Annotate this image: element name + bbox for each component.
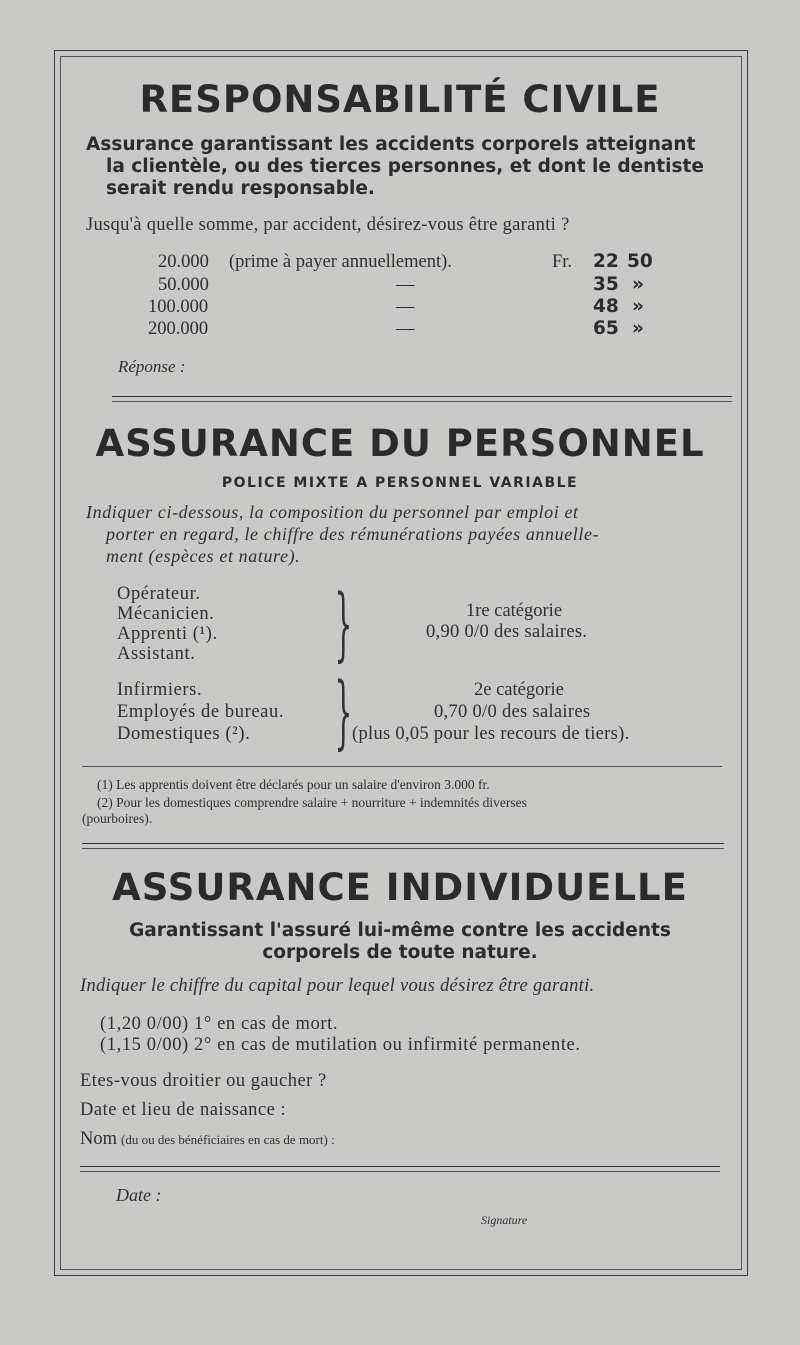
rc-desc-line-3: serait rendu responsable.: [106, 178, 375, 199]
footnote-2: (2) Pour les domestiques comprendre salaire + nourriture + indemnités diverses: [97, 795, 527, 810]
ai-instruction: Indiquer le chiffre du capital pour lequel vous désirez être garanti.: [80, 976, 595, 996]
job-item: Opérateur.: [117, 584, 201, 604]
ap-subtitle: POLICE MIXTE A PERSONNEL VARIABLE: [221, 475, 579, 491]
rc-amount: 100.000: [148, 297, 209, 317]
rc-price: 65: [593, 318, 619, 339]
rc-price: 22: [593, 251, 619, 272]
rc-cents: »: [632, 274, 644, 295]
brace-icon: }: [334, 577, 353, 670]
ai-option-1: (1,20 0/00) 1° en cas de mort.: [100, 1014, 339, 1034]
job-item: Apprenti (¹).: [117, 624, 218, 644]
footnote-divider: [82, 766, 722, 767]
rc-cents: »: [632, 318, 644, 339]
rc-cents: »: [632, 296, 644, 317]
cat2-extra: (plus 0,05 pour les recours de tiers).: [352, 724, 630, 744]
ai-subtitle-1: Garantissant l'assuré lui-même contre les accidents: [129, 920, 671, 941]
footnote-2-cont: (pourboires).: [82, 811, 153, 826]
ap-instruction-line-1: Indiquer ci-dessous, la composition du personnel par emploi et: [86, 502, 579, 522]
rc-price: 48: [593, 296, 619, 317]
section-divider: [112, 401, 732, 402]
rc-currency: Fr.: [552, 252, 573, 272]
rc-desc-line-2: la clientèle, ou des tierces personnes, et dont le dentiste: [106, 156, 704, 177]
rc-price: 35: [593, 274, 619, 295]
ap-title: ASSURANCE DU PERSONNEL: [95, 422, 705, 465]
job-item: Mécanicien.: [117, 604, 215, 624]
ai-option-2: (1,15 0/00) 2° en cas de mutilation ou infirmité permanente.: [100, 1035, 581, 1055]
rc-cents: 50: [627, 251, 653, 272]
footer-divider: [80, 1171, 720, 1172]
rc-amount: 50.000: [158, 275, 209, 295]
name-label: Nom: [80, 1129, 117, 1149]
ap-instruction-line-2: porter en regard, le chiffre des rémunérations payées annuelle-: [106, 524, 600, 544]
rc-amount: 20.000: [158, 252, 209, 272]
signature-label: Signature: [481, 1213, 528, 1227]
rc-note: (prime à payer annuellement).: [229, 252, 452, 272]
cat1-label: 1re catégorie: [466, 601, 563, 621]
rc-note: —: [396, 275, 415, 295]
ai-question-name: [80, 1129, 335, 1150]
ai-question-birth: Date et lieu de naissance :: [80, 1100, 287, 1120]
name-label-detail: (du ou des bénéficiaires en cas de mort) :: [121, 1132, 335, 1147]
date-label: Date :: [116, 1185, 162, 1205]
job-item: Infirmiers.: [117, 680, 203, 700]
section-divider: [112, 396, 732, 397]
section-divider: [82, 848, 724, 849]
ai-subtitle-2: corporels de toute nature.: [262, 942, 538, 963]
ai-question-hand: Etes-vous droitier ou gaucher ?: [80, 1071, 327, 1091]
rc-desc-line-1: Assurance garantissant les accidents corporels atteignant: [86, 134, 696, 155]
cat1-rate: 0,90 0/0 des salaires.: [426, 622, 588, 642]
footnote-1: (1) Les apprentis doivent être déclarés pour un salaire d'environ 3.000 fr.: [97, 777, 490, 792]
job-item: Employés de bureau.: [117, 702, 285, 722]
rc-title: RESPONSABILITÉ CIVILE: [139, 78, 661, 121]
footer-divider: [80, 1166, 720, 1167]
rc-note: —: [396, 297, 415, 317]
ai-title: ASSURANCE INDIVIDUELLE: [112, 866, 688, 909]
rc-note: —: [396, 319, 415, 339]
rc-amount: 200.000: [148, 319, 209, 339]
brace-icon: }: [334, 665, 353, 758]
ap-instruction-line-3: ment (espèces et nature).: [106, 546, 301, 566]
rc-question: Jusqu'à quelle somme, par accident, désirez-vous être garanti ?: [86, 215, 570, 235]
section-divider: [82, 843, 724, 844]
cat2-rate: 0,70 0/0 des salaires: [434, 702, 591, 722]
rc-reponse-label: Réponse :: [118, 357, 186, 376]
job-item: Assistant.: [117, 644, 196, 664]
cat2-label: 2e catégorie: [474, 680, 564, 700]
job-item: Domestiques (²).: [117, 724, 251, 744]
